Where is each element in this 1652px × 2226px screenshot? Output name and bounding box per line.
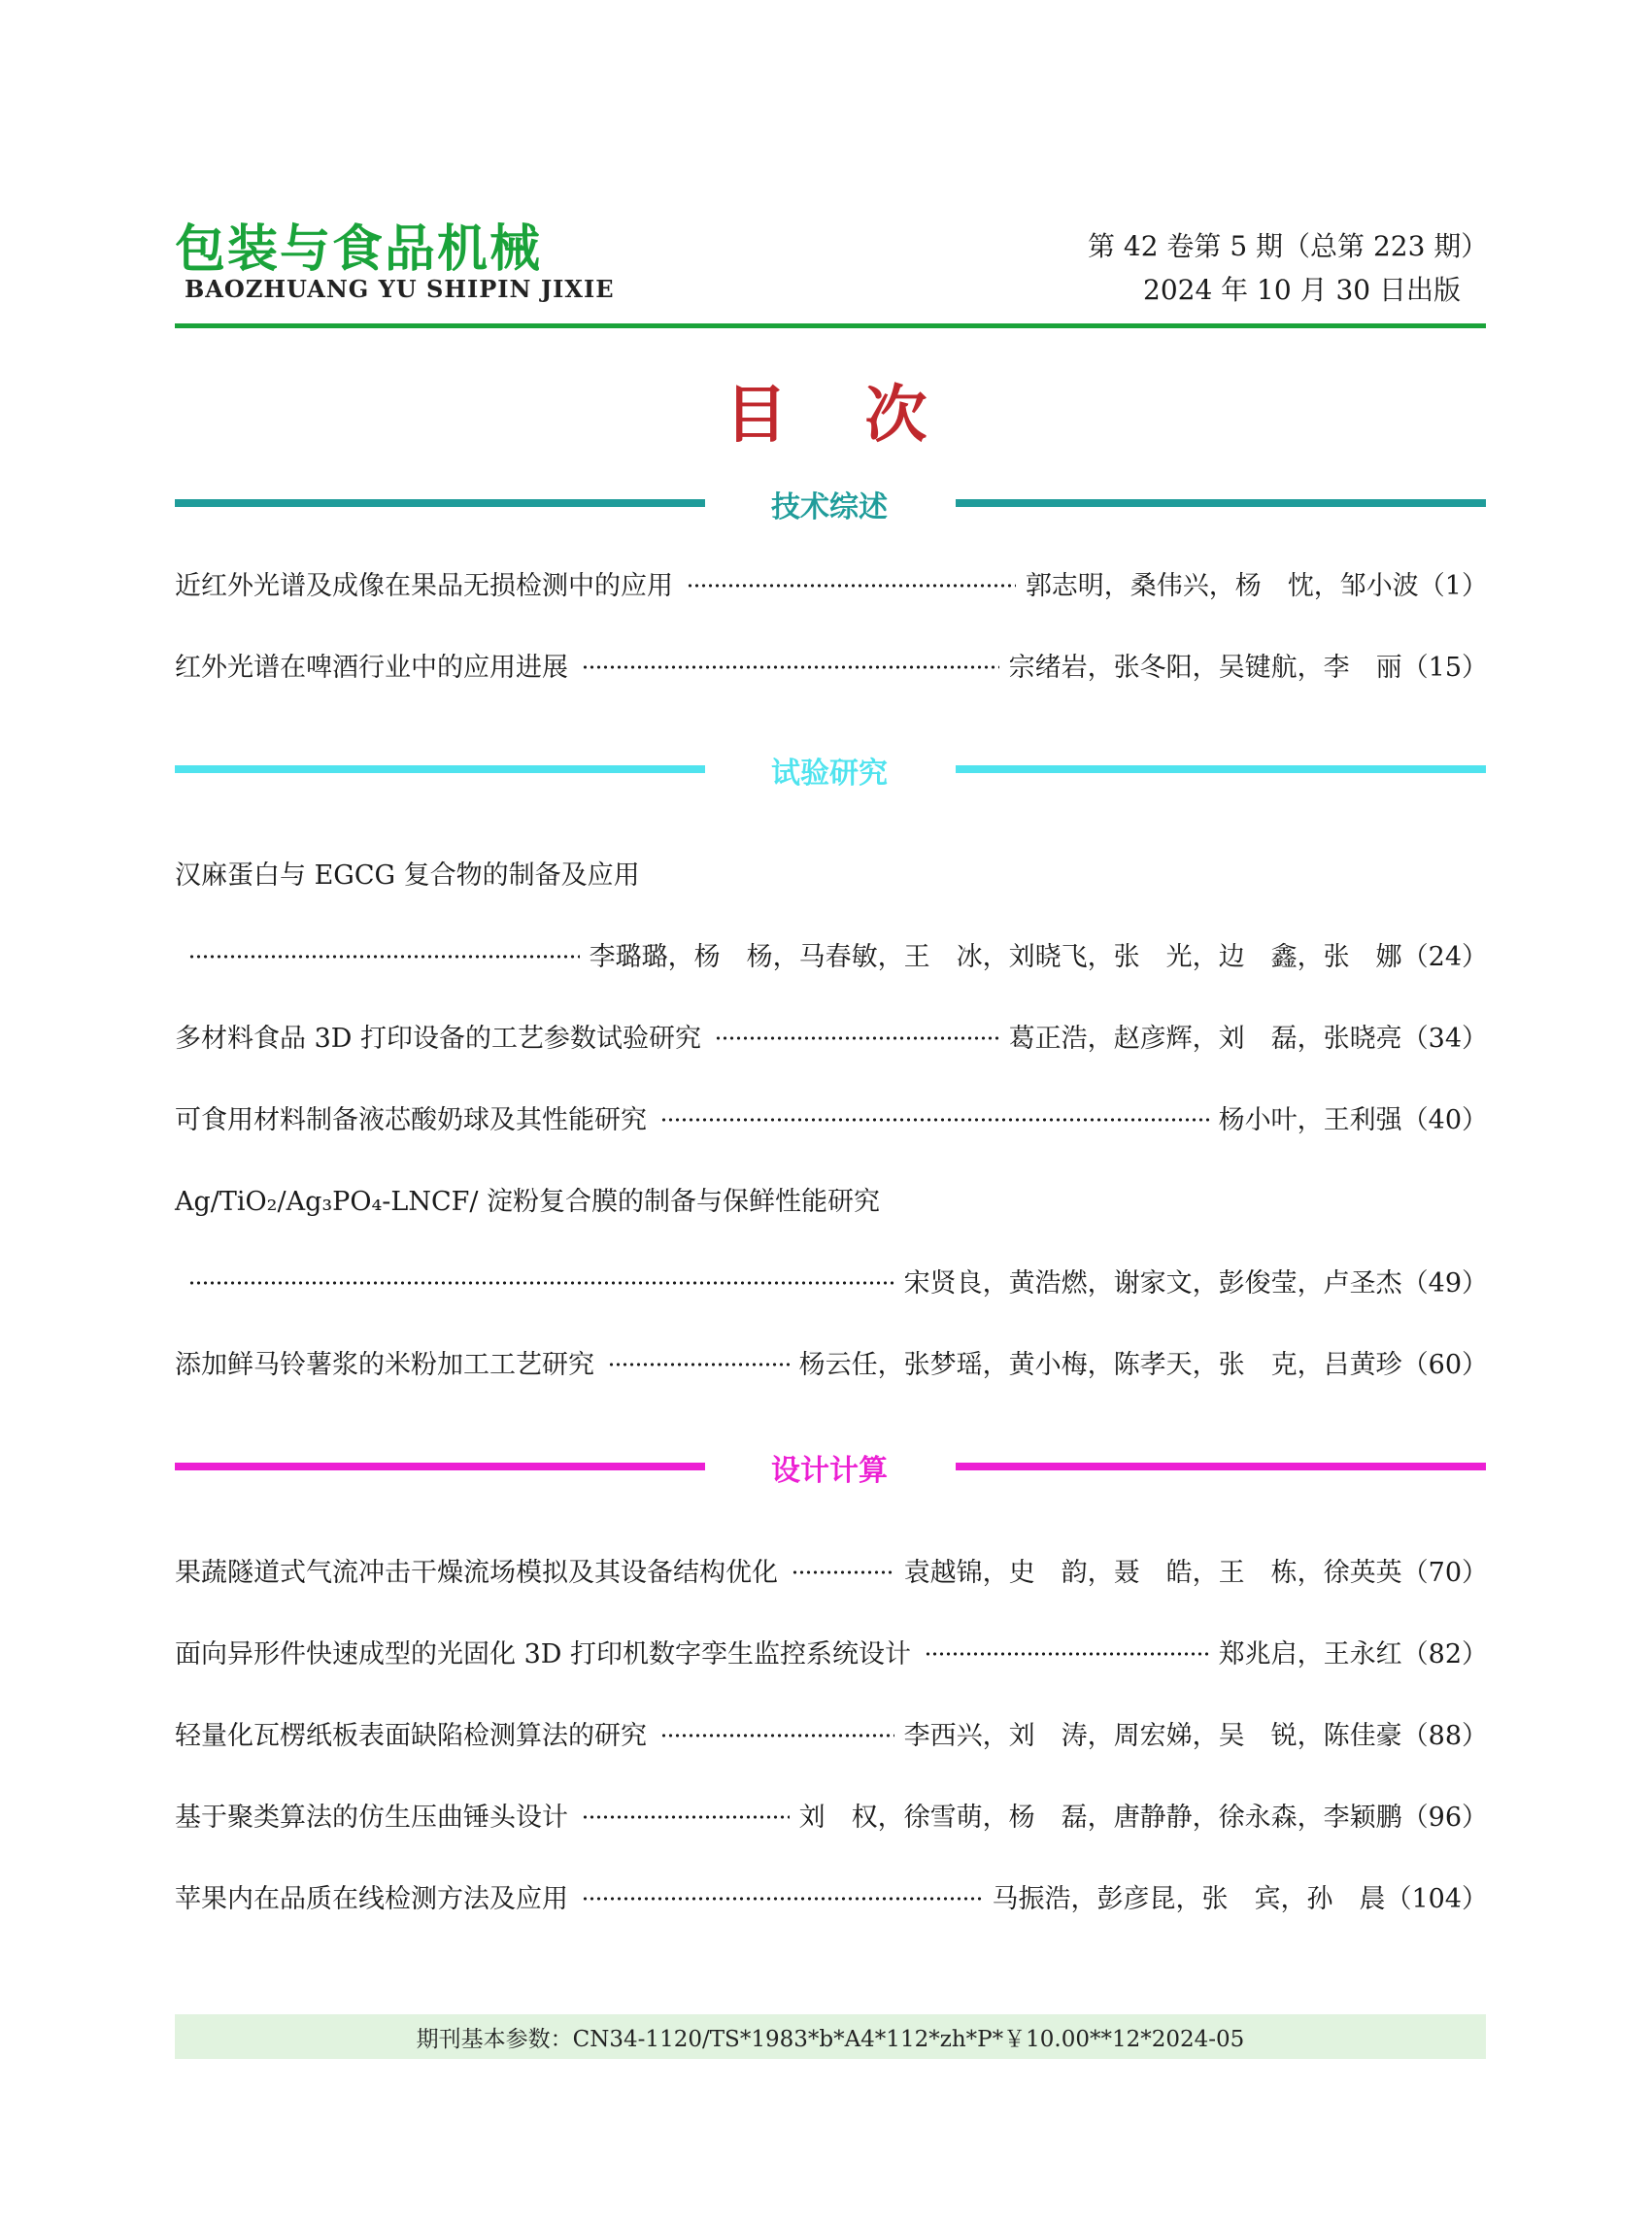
article-title: 近红外光谱及成像在果品无损检测中的应用 xyxy=(175,570,673,601)
leader-dots xyxy=(582,1815,790,1819)
toc-entry[interactable] xyxy=(175,1342,1488,1381)
toc-title: 目次 xyxy=(725,380,1005,452)
leader-dots xyxy=(660,1734,894,1737)
journal-parameters-band xyxy=(175,2014,1486,2059)
article-authors: 葛正浩，赵彦辉，刘 磊，张晓亮（34） xyxy=(1008,1023,1488,1054)
article-title: Ag/TiO₂/Ag₃PO₄-LNCF/ 淀粉复合膜的制备与保鲜性能研究 xyxy=(175,1186,881,1217)
section-bar-right xyxy=(956,1463,1486,1470)
toc-entry[interactable] xyxy=(175,563,1488,602)
article-title: 红外光谱在啤酒行业中的应用进展 xyxy=(175,652,568,683)
leader-dots xyxy=(582,665,999,669)
header-divider xyxy=(175,323,1486,328)
journal-parameters: 期刊基本参数：CN34-1120/TS*1983*b*A4*112*zh*P*￥10.00**12*2024-05 xyxy=(416,2026,1245,2052)
article-authors: 刘 权，徐雪萌，杨 磊，唐静静，徐永森，李颖鹏（96） xyxy=(798,1802,1488,1833)
issue-number: 第 42 卷第 5 期（总第 223 期） xyxy=(1088,230,1489,262)
article-title: 可食用材料制备液芯酸奶球及其性能研究 xyxy=(175,1104,647,1135)
section-heading: 试验研究 xyxy=(771,757,888,791)
article-title: 轻量化瓦楞纸板表面缺陷检测算法的研究 xyxy=(175,1720,647,1751)
article-authors: 马振浩，彭彦昆，张 宾，孙 晨（104） xyxy=(992,1883,1488,1914)
section-bar-right xyxy=(956,765,1486,773)
leader-dots xyxy=(792,1570,894,1574)
leader-dots xyxy=(608,1363,790,1366)
article-title: 苹果内在品质在线检测方法及应用 xyxy=(175,1883,568,1914)
toc-entry-author-line[interactable] xyxy=(188,934,1488,973)
section-bar-left xyxy=(175,765,705,773)
section-bar-left xyxy=(175,499,705,507)
article-title: 果蔬隧道式气流冲击干燥流场模拟及其设备结构优化 xyxy=(175,1557,778,1588)
leader-dots xyxy=(687,584,1016,588)
toc-entry[interactable] xyxy=(175,1097,1488,1136)
leader-dots xyxy=(660,1118,1209,1122)
leader-dots xyxy=(925,1652,1209,1656)
toc-entry-author-line[interactable] xyxy=(188,1261,1488,1299)
toc-entry-title-line[interactable] xyxy=(175,853,1488,892)
article-authors: 李璐璐，杨 杨，马春敏，王 冰，刘晓飞，张 光，边 鑫，张 娜（24） xyxy=(589,941,1488,972)
toc-entry[interactable] xyxy=(175,1632,1488,1670)
article-title: 汉麻蛋白与 EGCG 复合物的制备及应用 xyxy=(175,860,640,891)
article-authors: 宋贤良，黄浩燃，谢家文，彭俊莹，卢圣杰（49） xyxy=(903,1267,1488,1298)
toc-entry[interactable] xyxy=(175,645,1488,684)
section-bar-left xyxy=(175,1463,705,1470)
article-title: 基于聚类算法的仿生压曲锤头设计 xyxy=(175,1802,568,1833)
journal-title: 包装与食品机械 xyxy=(175,220,543,279)
leader-dots xyxy=(582,1897,982,1901)
toc-entry-title-line[interactable] xyxy=(175,1179,1488,1218)
article-title: 添加鲜马铃薯浆的米粉加工工艺研究 xyxy=(175,1349,594,1380)
article-authors: 郭志明，桑伟兴，杨 忱，邹小波（1） xyxy=(1025,570,1488,601)
article-authors: 袁越锦，史 韵，聂 皓，王 栋，徐英英（70） xyxy=(903,1557,1488,1588)
leader-dots xyxy=(715,1036,999,1040)
toc-entry[interactable] xyxy=(175,1795,1488,1834)
toc-entry[interactable] xyxy=(175,1876,1488,1915)
toc-entry[interactable] xyxy=(175,1016,1488,1055)
article-authors: 宗绪岩，张冬阳，吴键航，李 丽（15） xyxy=(1008,652,1488,683)
article-authors: 杨云任，张梦瑶，黄小梅，陈孝天，张 克，吕黄珍（60） xyxy=(798,1349,1488,1380)
article-authors: 杨小叶，王利强（40） xyxy=(1218,1104,1488,1135)
section-heading: 技术综述 xyxy=(771,490,888,524)
section-bar-right xyxy=(956,499,1486,507)
section-heading: 设计计算 xyxy=(771,1454,888,1488)
leader-dots xyxy=(188,1281,894,1285)
article-authors: 郑兆启，王永红（82） xyxy=(1218,1638,1488,1670)
article-authors: 李西兴，刘 涛，周宏娣，吴 锐，陈佳豪（88） xyxy=(903,1720,1488,1751)
publication-date: 2024 年 10 月 30 日出版 xyxy=(1143,274,1462,306)
toc-entry[interactable] xyxy=(175,1550,1488,1589)
toc-entry[interactable] xyxy=(175,1713,1488,1752)
article-title: 面向异形件快速成型的光固化 3D 打印机数字孪生监控系统设计 xyxy=(175,1638,911,1670)
leader-dots xyxy=(188,955,580,959)
article-title: 多材料食品 3D 打印设备的工艺参数试验研究 xyxy=(175,1023,701,1054)
journal-pinyin: BAOZHUANG YU SHIPIN JIXIE xyxy=(185,275,615,303)
